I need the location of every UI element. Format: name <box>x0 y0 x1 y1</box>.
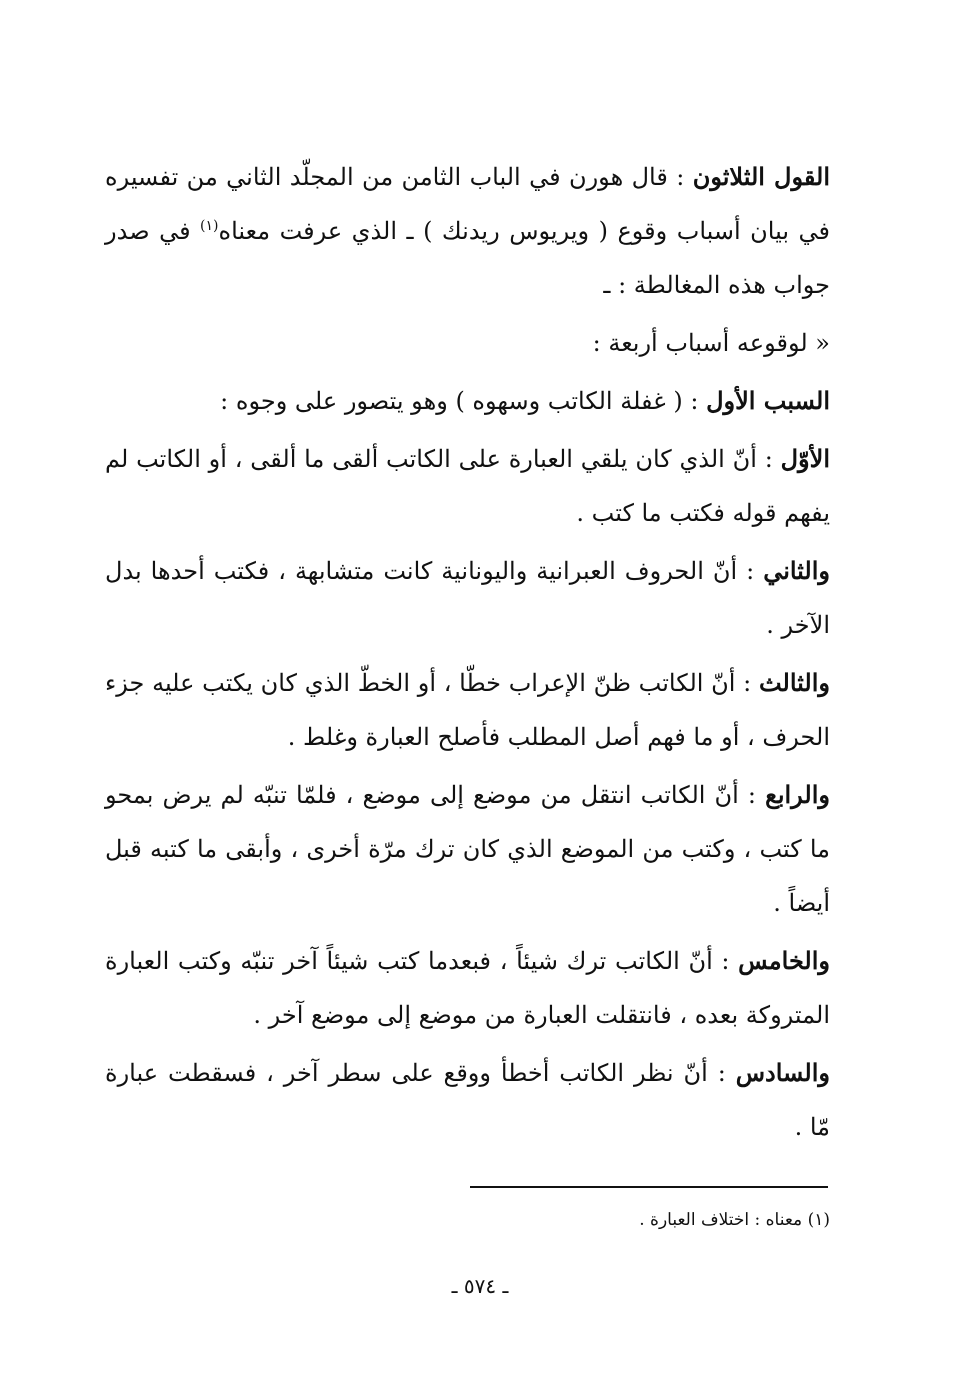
paragraph-text: « لوقوعه أسباب أربعة : <box>592 329 830 357</box>
paragraph-lead: الأوّل <box>780 444 830 473</box>
paragraph-first-cause <box>105 374 830 428</box>
paragraph-lead: والثالث <box>758 668 830 697</box>
paragraph-fifth <box>105 934 830 1042</box>
paragraph-four-causes <box>105 316 830 370</box>
paragraph-fourth <box>105 768 830 930</box>
paragraph-third <box>105 656 830 764</box>
paragraph-text: : قال هورن في الباب الثامن من المجلّد الثاني من تفسيره في بيان أسباب وقوع ( ويريوس ريدنك ) ـ الذي عرفت معناه <box>105 163 830 245</box>
footnote <box>470 1200 830 1240</box>
paragraph-text: في صدر جواب هذه المغالطة : ـ <box>105 217 830 299</box>
paragraph-first <box>105 432 830 540</box>
footnote-marker: (١) <box>807 1210 830 1230</box>
paragraph-lead: السبب الأول <box>706 386 830 415</box>
paragraph-text: : أنّ نظر الكاتب أخطأ ووقع على سطر آخر ، فسقطت عبارة مّا . <box>105 1059 830 1141</box>
paragraph-text: : أنّ الحروف العبرانية واليونانية كانت متشابهة ، فكتب أحدها بدل الآخر . <box>105 557 830 639</box>
paragraph-sixth <box>105 1046 830 1154</box>
main-text <box>105 150 830 1158</box>
paragraph-text: : أنّ الكاتب ترك شيئاً ، فبعدما كتب شيئاً آخر تنبّه وكتب العبارة المتروكة بعده ، فانتقلت العبارة من موضع إلى موضع آخر . <box>105 947 830 1029</box>
paragraph-lead: والسادس <box>735 1058 830 1087</box>
footnote-divider <box>470 1186 828 1188</box>
paragraph-second <box>105 544 830 652</box>
paragraph-lead: القول الثلاثون <box>692 162 830 191</box>
paragraph-text: : أنّ الكاتب انتقل من موضع إلى موضع ، فلمّا تنبّه لم يرض بمحو ما كتب ، وكتب من الموضع الذي كان ترك مرّة أخرى ، وأبقى ما كتبه قبل أيضاً . <box>105 781 830 917</box>
paragraph-lead: والثاني <box>763 556 830 585</box>
paragraph-text: : ( غفلة الكاتب وسهوه ) وهو يتصور على وجوه : <box>220 387 707 415</box>
paragraph-lead: والخامس <box>738 946 830 975</box>
paragraph-text: : أنّ الذي كان يلقي العبارة على الكاتب ألقى ما ألقى ، أو الكاتب لم يفهم قوله فكتب ما كتب . <box>105 445 830 527</box>
paragraph-lead: والرابع <box>765 780 830 809</box>
page-number: ـ ٥٧٤ ـ <box>451 1274 509 1298</box>
paragraph-thirtieth-saying <box>105 150 830 312</box>
footnote-reference[interactable]: (١) <box>200 218 219 234</box>
footnote-text: معناه : اختلاف العبارة . <box>639 1210 808 1230</box>
paragraph-text: : أنّ الكاتب ظنّ الإعراب خطّا ، أو الخطّ الذي كان يكتب عليه جزء الحرف ، أو ما فهم أصل المطلب فأصلح العبارة وغلط . <box>105 669 830 751</box>
